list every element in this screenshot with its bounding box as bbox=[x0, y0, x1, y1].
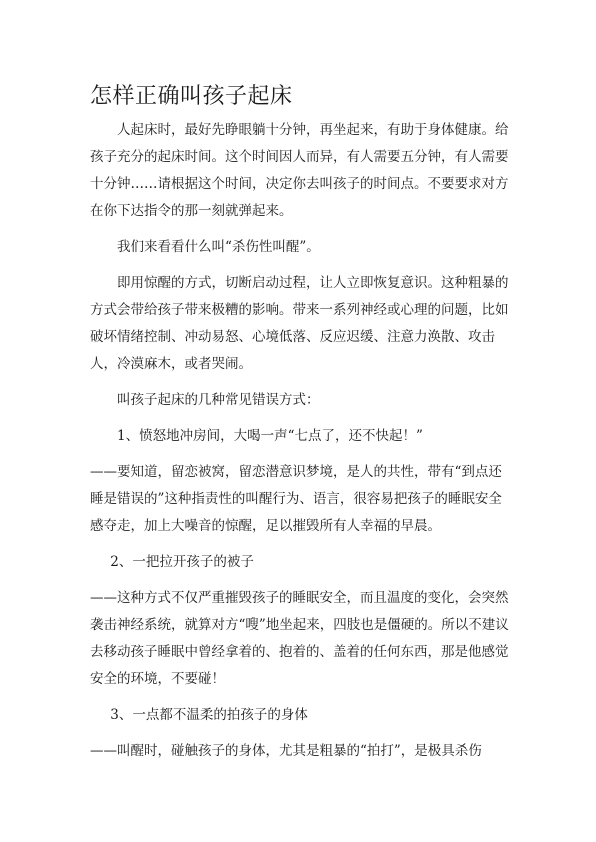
mistake-1-heading: 1、愤怒地冲房间，大喝一声“七点了，还不快起！” bbox=[117, 428, 423, 444]
mistake-2-heading: 2、一把拉开孩子的被子 bbox=[110, 554, 254, 570]
paragraph-mistakes-heading: 叫孩子起床的几种常见错误方式： bbox=[117, 392, 320, 408]
paragraph-intro: 人起床时，最好先睁眼躺十分钟，再坐起来，有助于身体健康。给孩子充分的起床时间。这个时间因人而异，有人需要五分钟，有人需要十分钟……请根据这个时间，决定你去叫孩子的时间点。不要要求对方在你下达指令的那一刻就弹起来。 bbox=[90, 122, 509, 219]
mistake-2-body: ——这种方式不仅严重摧毁孩子的睡眠安全，而且温度的变化，会突然袭击神经系统，就算对方“嗖”地坐起来，四肢也是僵硬的。所以不建议去移动孩子睡眠中曾经拿着的、抱着的、盖着的任何东西，那是他感觉安全的环境，不要碰！ bbox=[90, 590, 509, 687]
page-title: 怎样正确叫孩子起床 bbox=[90, 84, 293, 109]
mistake-3-heading: 3、一点都不温柔的拍孩子的身体 bbox=[110, 707, 308, 723]
paragraph-definition: 即用惊醒的方式，切断启动过程，让人立即恢复意识。这种粗暴的方式会带给孩子带来极糟的影响。带来一系列神经或心理的问题，比如破坏情绪控制、冲动易怒、心境低落、反应迟缓、注意力涣散、攻击人，冷漠麻木，或者哭闹。 bbox=[90, 275, 509, 372]
document-body bbox=[90, 117, 510, 774]
mistake-3-body: ——叫醒时，碰触孩子的身体，尤其是粗暴的“拍打”，是极具杀伤 bbox=[90, 743, 482, 759]
mistake-1-body: ——要知道，留恋被窝，留恋潜意识梦境，是人的共性，带有“到点还睡是错误的”这种指责性的叫醒行为、语言，很容易把孩子的睡眠安全感夺走，加上大噪音的惊醒，足以摧毁所有人幸福的早晨。 bbox=[90, 464, 502, 534]
paragraph-definition-heading: 我们来看看什么叫“杀伤性叫醒”。 bbox=[117, 239, 320, 255]
